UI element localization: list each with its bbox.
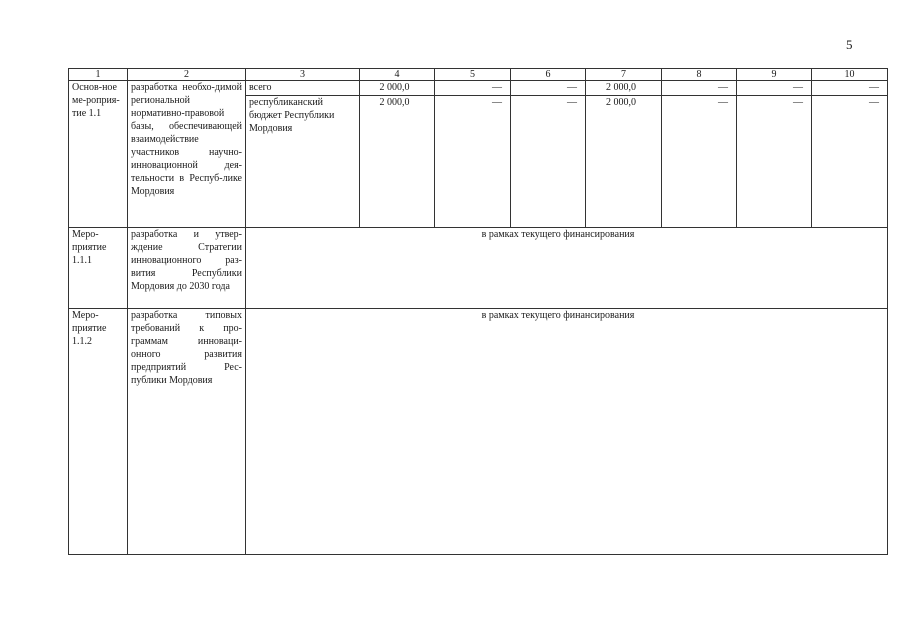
event-description-cell: разработка типовых требований к про-граммам инноваци-онного развития предприятий Рес-публики Мордовия xyxy=(128,309,246,555)
event-description-cell: разработка необхо-димой региональной нормативно-правовой базы, обеспечивающей взаимодействие участников научно-инновационной дея-тельности в Респуб-лике Мордовия xyxy=(128,81,246,228)
column-header: 9 xyxy=(737,69,812,81)
table-row xyxy=(69,228,888,309)
funding-source-cell: республиканский бюджет Республики Мордовия xyxy=(246,96,360,228)
event-name-cell: Меро-приятие 1.1.1 xyxy=(69,228,128,309)
header-row xyxy=(69,69,888,81)
amount-cell: — xyxy=(662,81,737,96)
event-name-cell: Меро-приятие 1.1.2 xyxy=(69,309,128,555)
amount-cell: — xyxy=(812,96,888,228)
amount-cell: — xyxy=(737,81,812,96)
event-name-cell: Основ-ное ме-роприя-тие 1.1 xyxy=(69,81,128,228)
amount-cell: — xyxy=(435,81,511,96)
funding-source-cell: всего xyxy=(246,81,360,96)
amount-cell: — xyxy=(511,81,586,96)
column-header: 7 xyxy=(586,69,662,81)
column-header: 4 xyxy=(360,69,435,81)
column-header: 1 xyxy=(69,69,128,81)
column-header: 5 xyxy=(435,69,511,81)
amount-cell: 2 000,0 xyxy=(360,81,435,96)
page-number: 5 xyxy=(846,37,853,52)
financing-note-cell: в рамках текущего финансирования xyxy=(246,228,888,309)
amount-cell: — xyxy=(812,81,888,96)
table-row xyxy=(69,309,888,555)
column-header: 6 xyxy=(511,69,586,81)
budget-table xyxy=(68,68,888,555)
amount-cell: 2 000,0 xyxy=(586,81,662,96)
column-header: 2 xyxy=(128,69,246,81)
amount-cell: — xyxy=(435,96,511,228)
column-header: 3 xyxy=(246,69,360,81)
amount-cell: — xyxy=(737,96,812,228)
event-description-cell: разработка и утвер-ждение Стратегии инновационного раз-вития Республики Мордовия до 2030 года xyxy=(128,228,246,309)
amount-cell: 2 000,0 xyxy=(586,96,662,228)
amount-cell: — xyxy=(511,96,586,228)
column-header: 10 xyxy=(812,69,888,81)
amount-cell: — xyxy=(662,96,737,228)
financing-note-cell: в рамках текущего финансирования xyxy=(246,309,888,555)
table-row xyxy=(69,81,888,96)
amount-cell: 2 000,0 xyxy=(360,96,435,228)
column-header: 8 xyxy=(662,69,737,81)
